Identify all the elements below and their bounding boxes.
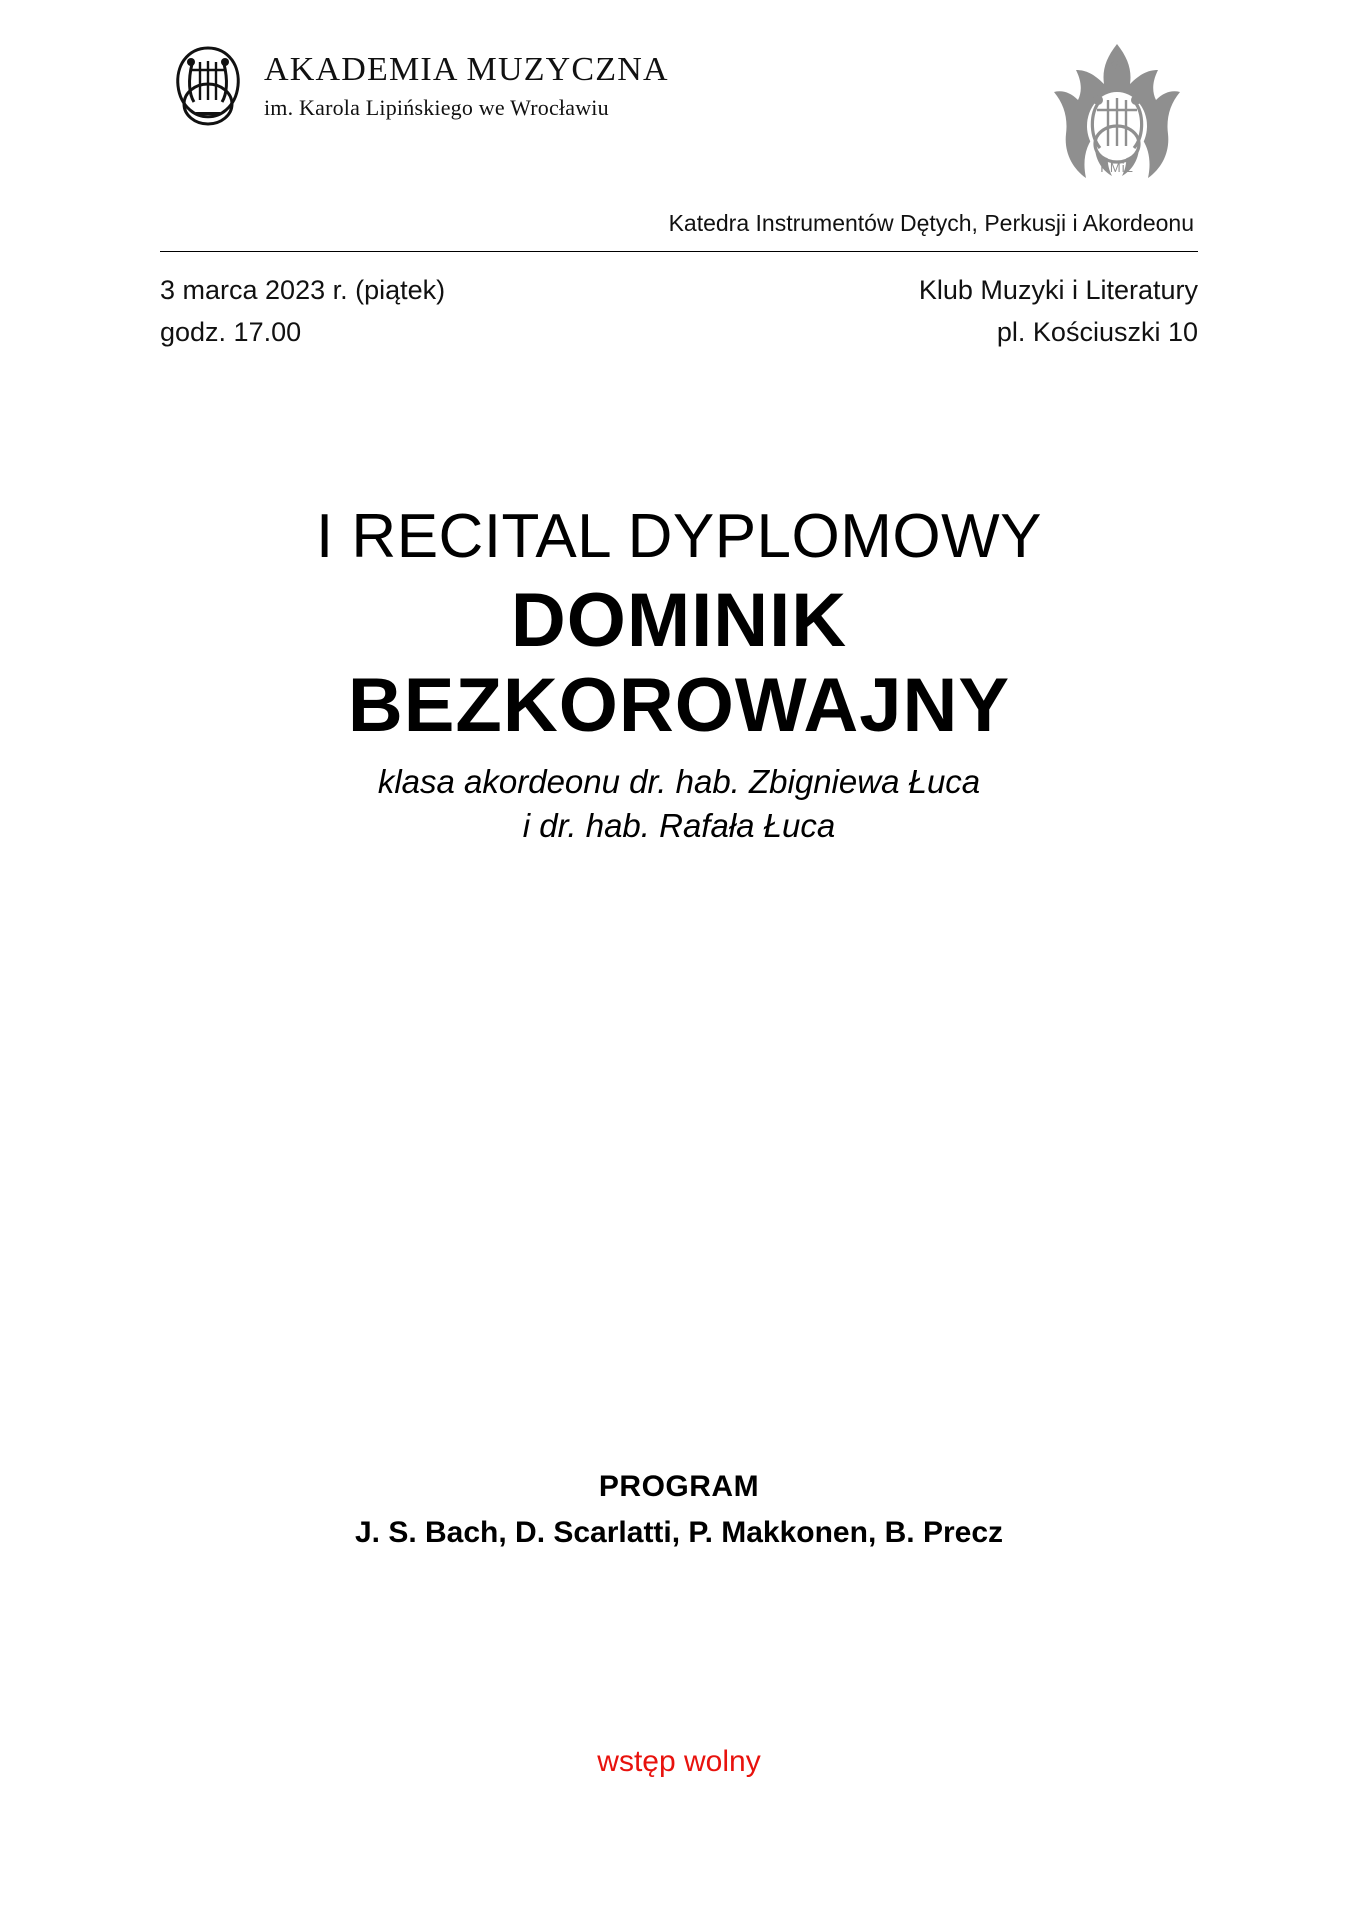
event-date: 3 marca 2023 r. (piątek) [160, 275, 446, 305]
artist-last-name: BEZKOROWAJNY [347, 663, 1011, 749]
program-section [0, 1470, 1358, 1550]
program-label: PROGRAM [598, 1470, 760, 1503]
event-datetime [160, 270, 445, 354]
class-line-1: klasa akordeonu dr. hab. Zbigniewa Łuca [377, 762, 981, 800]
svg-text:W: W [1110, 59, 1124, 74]
svg-text:KMiL: KMiL [1100, 160, 1134, 175]
class-line-2: i dr. hab. Rafała Łuca [522, 807, 836, 845]
academy-branding [170, 40, 669, 132]
poster-footer [0, 1745, 1358, 1779]
academy-subtitle: im. Karola Lipińskiego we Wrocławiu [264, 95, 609, 121]
program-composers: J. S. Bach, D. Scarlatti, P. Makkonen, B. Precz [354, 1516, 1004, 1549]
poster-header [160, 0, 1198, 190]
header-divider [160, 251, 1198, 252]
lyre-logo-icon [170, 40, 246, 132]
kmil-flame-lyre-logo-icon [1042, 40, 1192, 190]
title-block [160, 501, 1198, 849]
event-info [160, 270, 1198, 354]
academy-name: AKADEMIA MUZYCZNA [264, 51, 669, 89]
department-line: Katedra Instrumentów Dętych, Perkusji i Akordeonu [668, 210, 1194, 236]
event-title: I RECITAL DYPLOMOWY [315, 501, 1043, 571]
venue-address: pl. Kościuszki 10 [996, 316, 1198, 347]
event-location [919, 270, 1198, 354]
academy-name-block [264, 50, 669, 121]
free-entry-note: wstęp wolny [597, 1745, 761, 1778]
artist-first-name: DOMINIK [510, 577, 848, 663]
event-time: godz. 17.00 [160, 316, 302, 347]
venue-name: Klub Muzyki i Literatury [918, 275, 1198, 305]
